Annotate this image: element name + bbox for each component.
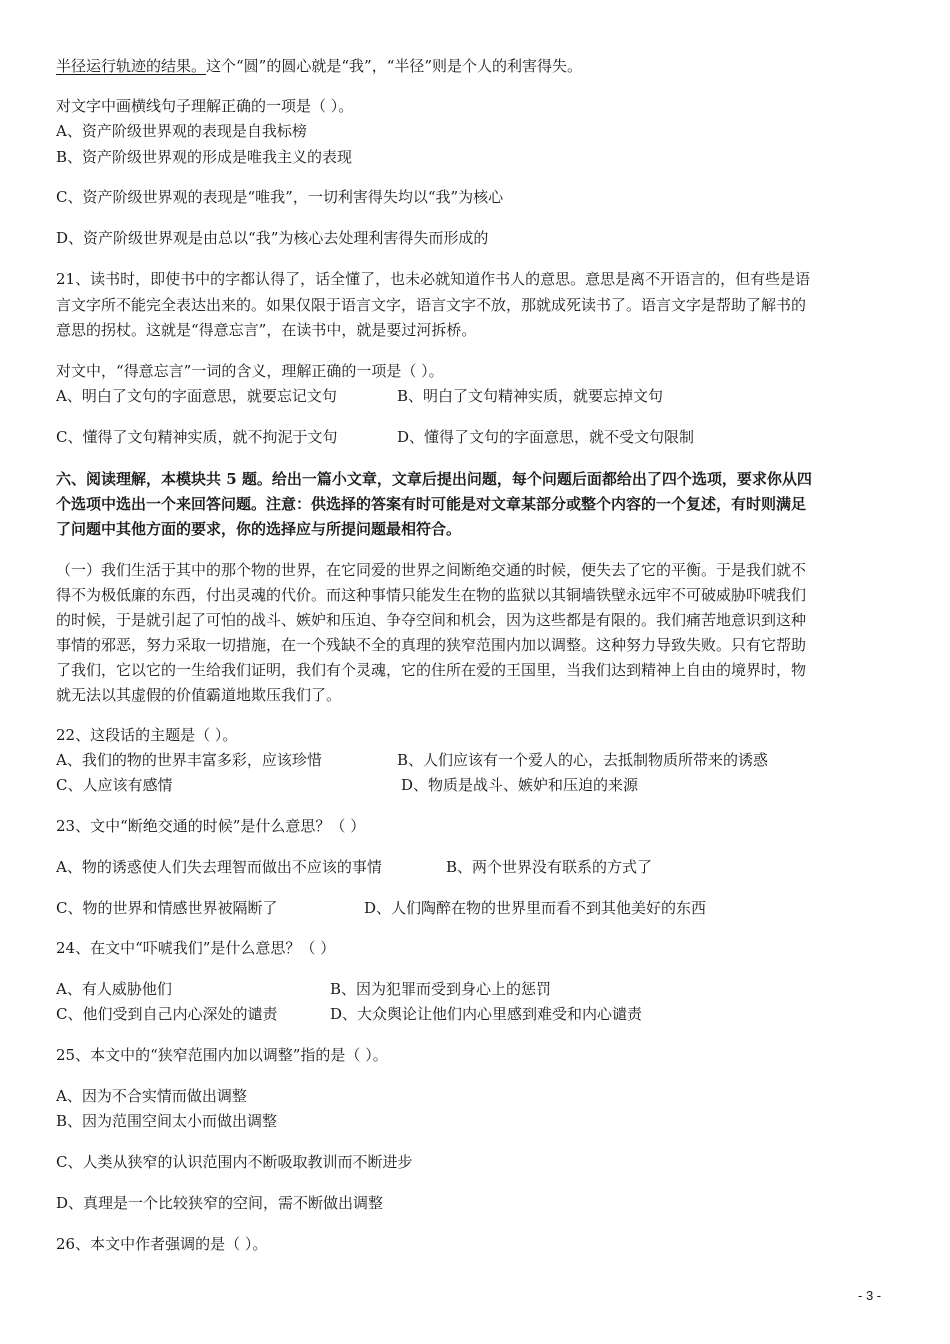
passage1-line: 的时候，于是就引起了可怕的战斗、嫉妒和压迫、争夺空间和机会，因为这些都是有限的。我们痛苦地意识到这种 <box>56 611 807 629</box>
q24-option-b[interactable]: B、因为犯罪而受到身心上的惩罚 <box>330 980 552 998</box>
q21-passage-line: 言文字所不能完全表达出来的。如果仅限于语言文字，语言文字不放，那就成死读书了。语言文字是帮助了解书的 <box>56 296 807 314</box>
section6-instructions: 六、阅读理解，本模块共 5 题。给出一篇小文章，文章后提出问题，每个问题后面都给出了四个选项，要求你从四 <box>56 470 812 488</box>
q22-option-c[interactable]: C、人应该有感情 <box>56 776 173 794</box>
q20-option-a[interactable]: A、资产阶级世界观的表现是自我标榜 <box>56 122 307 140</box>
q21-option-b[interactable]: B、明白了文句精神实质，就要忘掉文句 <box>397 387 664 405</box>
q22-stem: 22、这段话的主题是（ ）。 <box>56 726 238 744</box>
passage1-line: （一）我们生活于其中的那个物的世界，在它同爱的世界之间断绝交通的时候，便失去了它的平衡。于是我们就不 <box>56 561 807 579</box>
q23-option-b[interactable]: B、两个世界没有联系的方式了 <box>446 858 653 876</box>
q21-passage-line: 21、读书时，即使书中的字都认得了，话全懂了，也未必就知道作书人的意思。意思是离不开语言的，但有些是语 <box>56 270 811 288</box>
q23-option-a[interactable]: A、物的诱惑使人们失去理智而做出不应该的事情 <box>56 858 382 876</box>
q20-option-d[interactable]: D、资产阶级世界观是由总以“我”为核心去处理利害得失而形成的 <box>56 229 489 247</box>
passage1-line: 事情的邪恶，努力采取一切措施，在一个残缺不全的真理的狭窄范围内加以调整。这种努力导致失败。只有它帮助 <box>56 636 807 654</box>
q22-option-b[interactable]: B、人们应该有一个爱人的心，去抵制物质所带来的诱惑 <box>397 751 769 769</box>
q24-option-c[interactable]: C、他们受到自己内心深处的谴责 <box>56 1005 278 1023</box>
q25-option-a[interactable]: A、因为不合实情而做出调整 <box>56 1087 247 1105</box>
q20-option-c[interactable]: C、资产阶级世界观的表现是“唯我”，一切利害得失均以“我”为核心 <box>56 188 504 206</box>
passage1-line: 了我们，它以它的一生给我们证明，我们有个灵魂，它的住所在爱的王国里，当我们达到精神上自由的境界时，物 <box>56 661 807 679</box>
passage1-line: 得不为极低廉的东西，付出灵魂的代价。而这种事情只能发生在物的监狱以其铜墙铁壁永远牢不可破威胁吓唬我们 <box>56 586 807 604</box>
q23-stem: 23、文中“断绝交通的时候”是什么意思？（ ） <box>56 817 366 835</box>
q21-option-c[interactable]: C、懂得了文句精神实质，就不拘泥于文句 <box>56 428 338 446</box>
q21-stem: 对文中，“得意忘言”一词的含义，理解正确的一项是（ ）。 <box>56 362 444 380</box>
q24-option-a[interactable]: A、有人威胁他们 <box>56 980 172 998</box>
q23-option-d[interactable]: D、人们陶醉在物的世界里而看不到其他美好的东西 <box>364 899 707 917</box>
q20-stem: 对文字中画横线句子理解正确的一项是（ ）。 <box>56 97 354 115</box>
page-number: - 3 - <box>858 1288 882 1303</box>
q24-stem: 24、在文中“吓唬我们”是什么意思？（ ） <box>56 939 336 957</box>
q25-stem: 25、本文中的“狭窄范围内加以调整”指的是（ ）。 <box>56 1046 388 1064</box>
passage1-line: 就无法以其虚假的价值霸道地欺压我们了。 <box>56 686 342 704</box>
q22-option-a[interactable]: A、我们的物的世界丰富多彩，应该珍惜 <box>56 751 322 769</box>
q25-option-b[interactable]: B、因为范围空间太小而做出调整 <box>56 1112 278 1130</box>
q24-option-d[interactable]: D、大众舆论让他们内心里感到难受和内心谴责 <box>330 1005 643 1023</box>
q20-underlined-sentence: 半径运行轨迹的结果。 <box>56 57 207 75</box>
q26-stem: 26、本文中作者强调的是（ ）。 <box>56 1235 268 1253</box>
q25-option-d[interactable]: D、真理是一个比较狭窄的空间，需不断做出调整 <box>56 1194 384 1212</box>
q22-option-d[interactable]: D、物质是战斗、嫉妒和压迫的来源 <box>401 776 639 794</box>
section6-instructions: 了问题中其他方面的要求，你的选择应与所提问题最相符合。 <box>56 520 462 538</box>
q23-option-c[interactable]: C、物的世界和情感世界被隔断了 <box>56 899 278 917</box>
q20-option-b[interactable]: B、资产阶级世界观的形成是唯我主义的表现 <box>56 148 353 166</box>
q25-option-c[interactable]: C、人类从狭窄的认识范围内不断吸取教训而不断进步 <box>56 1153 413 1171</box>
q21-option-a[interactable]: A、明白了文句的字面意思，就要忘记文句 <box>56 387 337 405</box>
q20-passage-end: 半径运行轨迹的结果。这个“圆”的圆心就是“我”，“半径”则是个人的利害得失。 <box>56 57 583 75</box>
section6-instructions: 个选项中选出一个来回答问题。注意：供选择的答案有时可能是对文章某部分或整个内容的一个复述，有时则满足 <box>56 495 807 513</box>
q21-option-d[interactable]: D、懂得了文句的字面意思，就不受文句限制 <box>397 428 695 446</box>
q21-passage-line: 意思的拐杖。这就是“得意忘言”，在读书中，就是要过河拆桥。 <box>56 321 477 339</box>
